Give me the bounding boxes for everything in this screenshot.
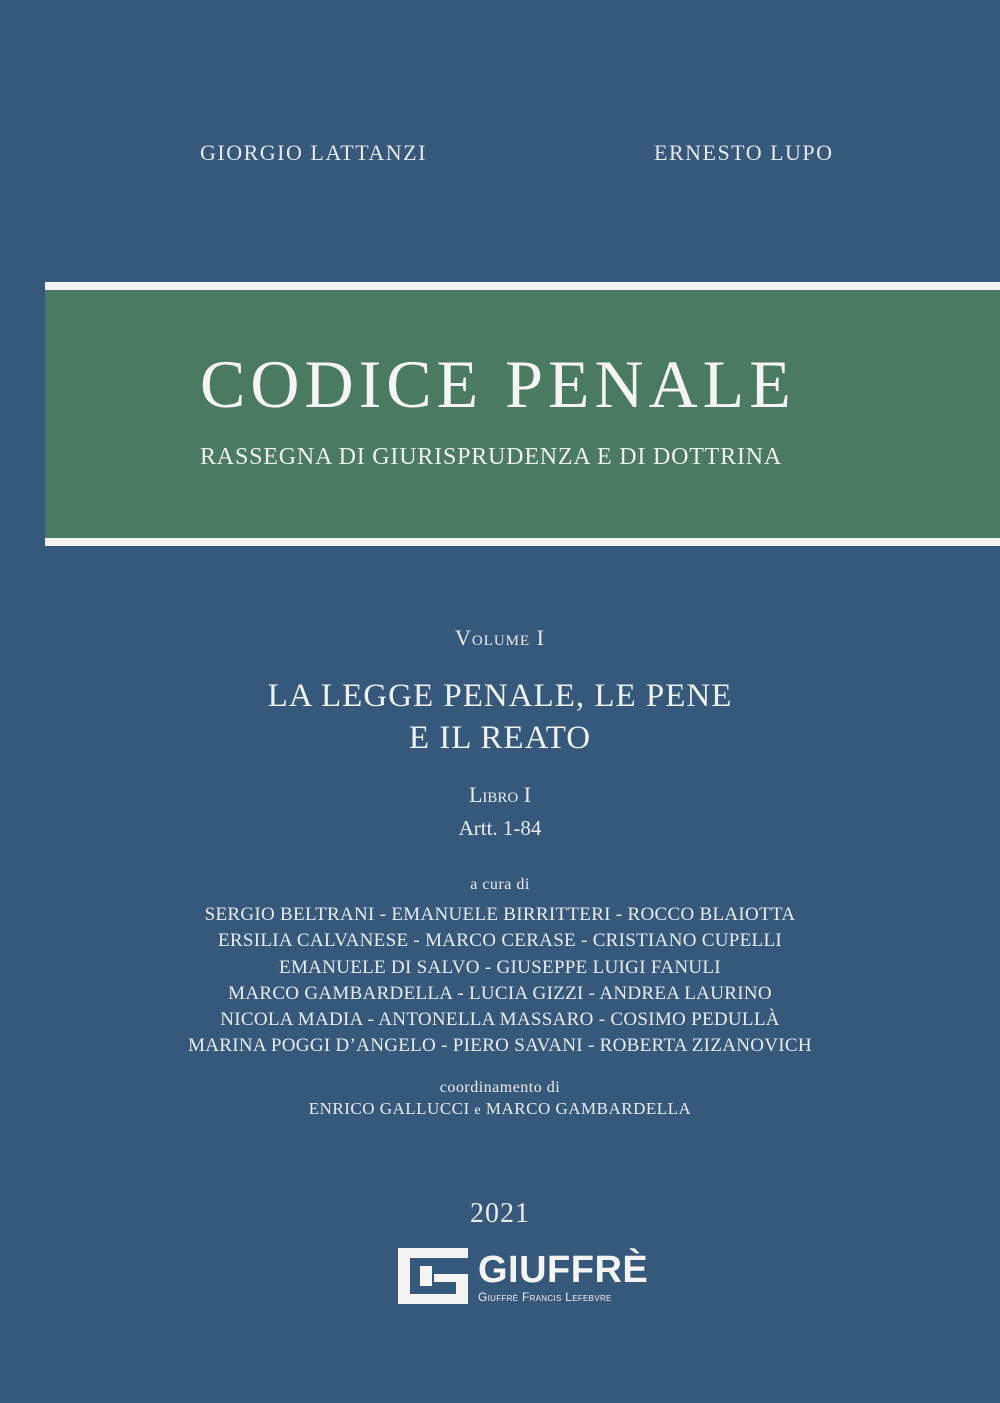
publisher-name: GIUFFRÈ: [478, 1249, 649, 1291]
coordination-names: [0, 1099, 1000, 1119]
editors-line: SERGIO BELTRANI - EMANUELE BIRRITTERI - ROCCO BLAIOTTA: [204, 904, 796, 925]
coordinator-2: MARCO GAMBARDELLA: [485, 1099, 692, 1118]
title-band: [45, 282, 1000, 546]
publisher-subname: Giuffrè Francis Lefebvre: [478, 1290, 612, 1304]
editors-list: [0, 902, 1000, 1060]
giuffre-logo-icon: [398, 1248, 468, 1304]
volume-title: [0, 675, 1000, 759]
volume-title-line-2: E IL REATO: [408, 720, 592, 756]
volume-title-line-1: LA LEGGE PENALE, LE PENE: [267, 678, 733, 714]
publication-year: 2021: [470, 1198, 530, 1229]
editors-line: EMANUELE DI SALVO - GIUSEPPE LUIGI FANULI: [279, 956, 721, 978]
curated-by-label: a cura di: [470, 876, 530, 893]
editors-line: NICOLA MADIA - ANTONELLA MASSARO - COSIMO PEDULLÀ: [220, 1009, 780, 1031]
publisher-logo: [398, 1248, 658, 1308]
volume-label: Volume I: [454, 625, 546, 650]
editors-line: ERSILIA CALVANESE - MARCO CERASE - CRISTIANO CUPELLI: [217, 930, 782, 952]
libro-label: Libro I: [468, 782, 532, 807]
coordination-conjunction: e: [474, 1103, 482, 1118]
book-subtitle: RASSEGNA DI GIURISPRUDENZA E DI DOTTRINA: [200, 444, 783, 470]
coordinator-1: ENRICO GALLUCCI: [308, 1099, 470, 1118]
articles-range: Artt. 1-84: [458, 816, 542, 840]
author-left: GIORGIO LATTANZI: [200, 140, 427, 165]
editors-line: MARCO GAMBARDELLA - LUCIA GIZZI - ANDREA LAURINO: [228, 982, 772, 1004]
book-main-title: CODICE PENALE: [200, 346, 796, 422]
coordination-label: coordinamento di: [439, 1079, 561, 1096]
editors-line: MARINA POGGI D’ANGELO - PIERO SAVANI - ROBERTA ZIZANOVICH: [188, 1035, 812, 1057]
author-right: ERNESTO LUPO: [654, 140, 834, 165]
